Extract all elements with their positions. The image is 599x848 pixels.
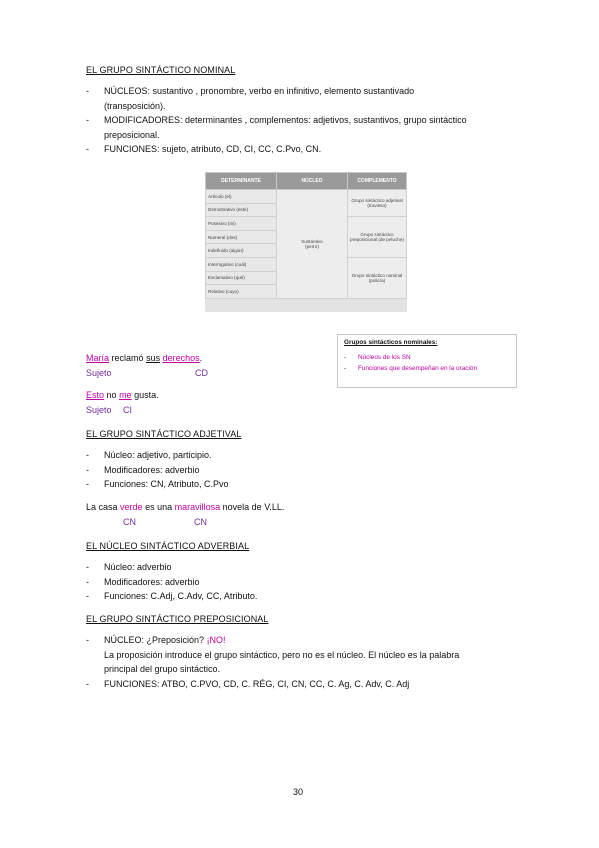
list-item: - FUNCIONES: sujeto, atributo, CD, CI, CC, C.Pvo, CN. bbox=[86, 144, 322, 154]
item-text: sujeto, atributo, CD, CI, CC, C.Pvo, CN. bbox=[162, 144, 322, 154]
section-title-nominal: EL GRUPO SINTÁCTICO NOMINAL bbox=[86, 65, 236, 75]
list-item: - Funciones: CN, Atributo, C.Pvo bbox=[86, 479, 229, 489]
box-item-text: Funciones que desempeñan en la oración bbox=[358, 365, 478, 372]
table-cell: Grupo sintáctico nominal (policía) bbox=[348, 257, 407, 298]
section-title-preposicional: EL GRUPO SINTÁCTICO PREPOSICIONAL bbox=[86, 614, 269, 624]
tag-sujeto: Sujeto bbox=[86, 368, 112, 378]
table-cell-nucleo bbox=[277, 190, 348, 299]
list-item: - Modificadores: adverbio bbox=[86, 464, 200, 475]
item-text: Modificadores: adverbio bbox=[104, 576, 200, 587]
item-text: determinantes , complementos: adjetivos, sustantivos, grupo sintáctico bbox=[185, 115, 467, 125]
item-label: MODIFICADORES: bbox=[104, 115, 183, 125]
section-title-adverbial: EL NÚCLEO SINTÁCTICO ADVERBIAL bbox=[86, 541, 250, 551]
table-cell: Exclamativo (qué) bbox=[206, 271, 277, 285]
word-neg: no bbox=[106, 390, 117, 400]
nominal-list bbox=[86, 84, 526, 157]
word-object: derechos bbox=[162, 353, 200, 363]
word-det: sus bbox=[146, 353, 161, 363]
list-item: - NÚCLEO: ¿Preposición? ¡NO! La proposición introduce el grupo sintáctico, pero no es el núcleo. El núcleo es la palabra principal del grupo sintáctico. bbox=[86, 635, 460, 674]
box-item: - Funciones que desempeñan en la oración bbox=[344, 365, 478, 372]
item-text: Núcleo: adjetivo, participio. bbox=[104, 450, 212, 460]
item-text: principal del grupo sintáctico. bbox=[104, 664, 221, 674]
tag-sujeto: Sujeto bbox=[86, 405, 112, 415]
table-cell: Relativo (cuyo) bbox=[206, 285, 277, 299]
item-text-cont: (transposición). bbox=[104, 100, 166, 111]
word-verb: gusta. bbox=[134, 390, 159, 400]
adverbial-list bbox=[86, 560, 526, 604]
tag-cn: CN bbox=[194, 517, 207, 527]
word-verb: reclamó bbox=[111, 353, 144, 363]
list-item: - Modificadores: adverbio bbox=[86, 576, 200, 587]
word-adj: verde bbox=[120, 502, 143, 512]
item-text: Modificadores: adverbio bbox=[104, 464, 200, 475]
list-item: - Núcleo: adjetivo, participio. bbox=[86, 450, 212, 460]
word-ci: me bbox=[119, 390, 132, 400]
noun-phrase-table-figure bbox=[205, 172, 407, 312]
table-cell: Artículo (el) bbox=[206, 190, 277, 204]
preposicional-list bbox=[86, 633, 526, 691]
list-item: - NÚCLEOS: sustantivo , pronombre, verbo en infinitivo, elemento sustantivado (transposición). bbox=[86, 86, 415, 111]
nucleo-text: Sustantivo (perro) bbox=[301, 238, 323, 249]
table-cell: Grupo sintáctico adjetival (travieso) bbox=[348, 190, 407, 217]
item-text-cont: preposicional. bbox=[104, 129, 160, 140]
item-label: NÚCLEO: ¿Preposición? bbox=[104, 635, 205, 645]
tag-ci: CI bbox=[123, 405, 132, 415]
sentence-end: . bbox=[199, 353, 203, 363]
list-item: - Núcleo: adverbio bbox=[86, 562, 172, 572]
word-adj: maravillosa bbox=[174, 502, 221, 512]
box-item: - Núcleos de los SN bbox=[344, 354, 411, 361]
item-text: sustantivo , pronombre, verbo en infinitivo, elemento sustantivado bbox=[152, 86, 415, 96]
adjetival-list bbox=[86, 448, 526, 492]
sentence-part: La casa bbox=[86, 502, 118, 512]
table-cell: Numeral (dos) bbox=[206, 230, 277, 244]
item-text: Funciones: CN, Atributo, C.Pvo bbox=[104, 479, 229, 489]
item-text: Funciones: C.Adj, C.Adv, CC, Atributo. bbox=[104, 591, 258, 601]
noun-phrase-table bbox=[205, 172, 407, 299]
list-item: - FUNCIONES: ATBO, C.PVO, CD, C. RÉG, CI, CN, CC, C. Ag, C. Adv, C. Adj bbox=[86, 678, 410, 689]
item-text: Núcleo: adverbio bbox=[104, 562, 172, 572]
section-title-adjetival: EL GRUPO SINTÁCTICO ADJETIVAL bbox=[86, 429, 242, 439]
sentence-part: es una bbox=[145, 502, 173, 512]
table-cell: Grupo sintáctico preposicional (de peluche) bbox=[348, 217, 407, 258]
word-subject: Esto bbox=[86, 390, 105, 400]
table-header: DETERMINANTE bbox=[206, 173, 277, 190]
item-label: FUNCIONES: bbox=[104, 144, 160, 154]
table-cell: Interrogativo (cuál) bbox=[206, 257, 277, 271]
box-title: Grupos sintácticos nominales: bbox=[344, 339, 438, 346]
grupos-nominales-box bbox=[337, 334, 517, 388]
table-cell: Posesivo (mi) bbox=[206, 217, 277, 231]
table-header: NÚCLEO bbox=[277, 173, 348, 190]
item-text: La proposición introduce el grupo sintáctico, pero no es el núcleo. El núcleo es la palabra bbox=[104, 649, 460, 660]
item-text: FUNCIONES: ATBO, C.PVO, CD, C. RÉG, CI, CN, CC, C. Ag, C. Adv, C. Adj bbox=[104, 678, 410, 689]
sentence-part: novela de V.LL. bbox=[222, 502, 285, 512]
example-sentence-2 bbox=[86, 390, 159, 400]
example-sentence-1 bbox=[86, 353, 202, 363]
table-cell: Demostrativo (este) bbox=[206, 203, 277, 217]
example-sentence-3 bbox=[86, 502, 284, 512]
table-header: COMPLEMENTO bbox=[348, 173, 407, 190]
tag-cn: CN bbox=[123, 517, 136, 527]
item-emphasis: ¡NO! bbox=[206, 635, 226, 645]
table-cell: Indefinido (algún) bbox=[206, 244, 277, 258]
item-label: NÚCLEOS: bbox=[104, 86, 151, 96]
box-item-text: Núcleos de los SN bbox=[358, 354, 411, 361]
word-subject: María bbox=[86, 353, 110, 363]
list-item: - MODIFICADORES: determinantes , complementos: adjetivos, sustantivos, grupo sintáctico preposicional. bbox=[86, 115, 467, 140]
tag-cd: CD bbox=[195, 368, 208, 378]
list-item: - Funciones: C.Adj, C.Adv, CC, Atributo. bbox=[86, 591, 258, 601]
page-number: 30 bbox=[293, 787, 304, 797]
